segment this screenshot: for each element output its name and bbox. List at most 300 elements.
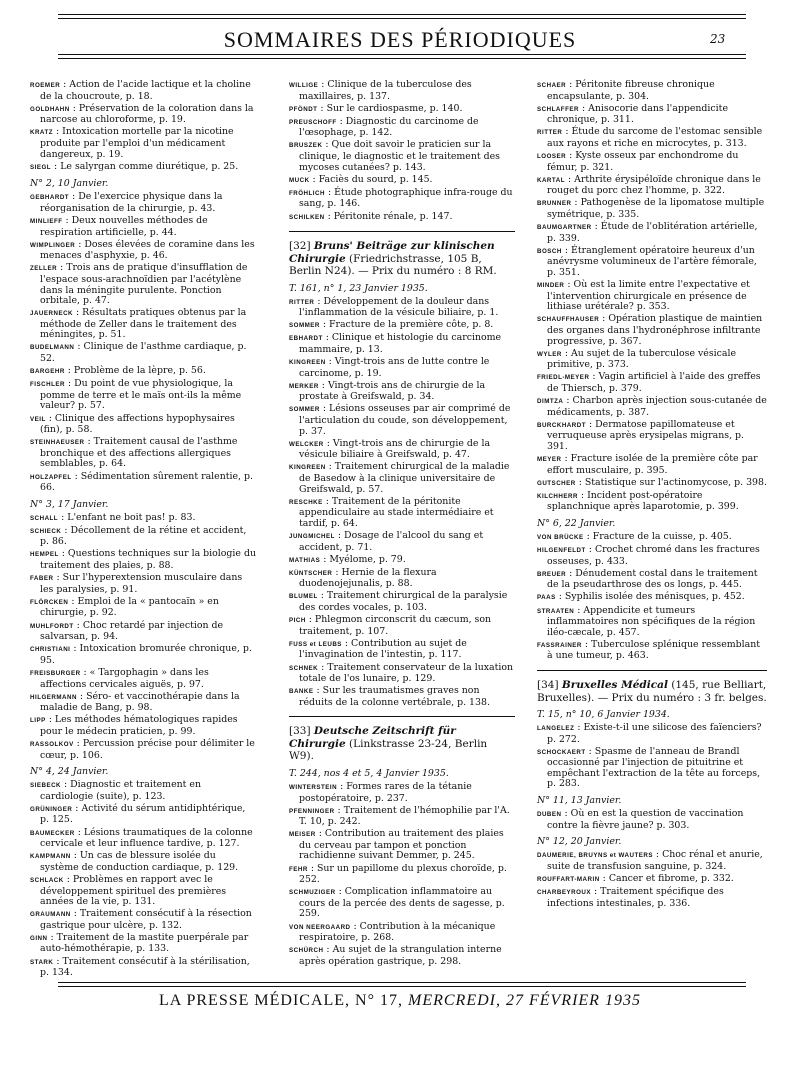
summary-entry: FLÖRCKEN : Emploi de la « pantocaïn » en chirurgie, p. 92. <box>30 595 219 619</box>
article-title: De l'exercice physique dans la réorganisation de la chirurgie, p. 43. <box>40 191 223 214</box>
article-title: « Targophagin » dans les affections cervicales aiguës, p. 97. <box>40 666 209 690</box>
author-name: SIEBECK <box>30 782 62 790</box>
article-title: Au sujet de la tuberculose vésicale primitive, p. 373. <box>547 347 737 371</box>
author-name: MINLIEFF <box>30 217 63 225</box>
section-divider <box>537 670 767 671</box>
summary-entry: WIMPLINGER : Doses élevées de coramine dans les menaces d'asphyxie, p. 46. <box>30 238 255 262</box>
summary-entry: BARGEHR : Problème de la lèpre, p. 56. <box>30 365 206 377</box>
journal-number: [32] <box>289 240 311 253</box>
article-title: Traitement de l'hémophilie par l'A. T. 10, p. 242. <box>299 804 510 828</box>
summary-entry: FRÖHLICH : Étude photographique infra-rouge du sang, p. 146. <box>289 186 513 210</box>
column-left <box>30 80 256 980</box>
article-title: Vingt-trois ans de lutte contre le carcinome, p. 19. <box>299 356 490 379</box>
article-title: Questions techniques sur la biologie du traitement des plaies, p. 88. <box>40 548 256 572</box>
article-title: Charbon après injection sous-cutanée de médicaments, p. 387. <box>547 395 767 418</box>
summary-entry: SOMMER : Lésions osseuses par air comprimé de l'articulation du coude, son développement, p. 37. <box>289 403 511 437</box>
issue-heading: N° 2, 10 Janvier. <box>30 178 109 190</box>
section-divider <box>289 231 515 232</box>
author-name: SOMMER <box>289 406 320 414</box>
summary-entry: STEINHAEUSER : Traitement causal de l'asthme bronchique et des affections allergiques semblables, p. 64. <box>30 436 238 470</box>
author-name: DUBEN <box>537 811 562 819</box>
summary-entry: BOSCH : Étranglement opératoire heureux d'un anévrysme volumineux de l'artère fémorale, p. 351. <box>537 244 757 278</box>
summary-entry: VON NEERGAARD : Contribution à la mécanique respiratoire, p. 268. <box>289 920 496 944</box>
author-name: LANGELEZ <box>537 725 575 732</box>
author-name: MATHIAS <box>289 556 321 564</box>
summary-entry: KINGREEN : Traitement chirurgical de la maladie de Basedow à la clinique universitaire de Greifswald, p. 57. <box>289 461 510 495</box>
summary-entry: BURCKHARDT : Dermatose papillomateuse et verruqueuse après erysipelas migrans, p. 391. <box>537 418 745 452</box>
summary-entry: JUNGMICHEL : Dosage de l'alcool du sang et accident, p. 71. <box>289 530 484 553</box>
author-name: PFÖNDT <box>289 105 318 113</box>
author-name: STEINHAEUSER <box>30 439 85 447</box>
article-title: Vingt-trois ans de chirurgie de la vésicule biliaire à Greifswald, p. 47. <box>299 437 491 461</box>
author-name: MINDER <box>537 282 565 290</box>
author-name: SCHMUZIGER <box>289 889 336 897</box>
author-name: CHARBEYROUX <box>537 889 591 897</box>
summary-entry: VON BRÜCKE : Fracture de la cuisse, p. 405. <box>537 530 732 542</box>
article-title: Percussion précise pour délimiter le cœur, p. 106. <box>40 737 255 761</box>
journal-name: Bruxelles Médical <box>561 679 668 691</box>
article-title: Appendicite et tumeurs inflammatoires non spécifiques de la région iléo-cæcale, p. 457. <box>547 604 756 638</box>
summary-entry: BAUMECKER : Lésions traumatiques de la colonne cervicale et leur influence tardive, p. 127. <box>30 826 253 850</box>
author-name: SCHLAFFER <box>537 105 579 113</box>
summary-entry: GINN : Traitement de la mastite puerpérale par auto-hémothérapie, p. 133. <box>30 931 249 955</box>
article-title: Spasme de l'anneau de Brandl occasionné par l'injection de pituitrine et empêchant l'extraction de la tête au forceps, p. 283. <box>547 745 761 790</box>
summary-entry: SCHNEK : Traitement conservateur de la luxation totale de l'os lunaire, p. 129. <box>289 661 514 685</box>
author-name: ROUFFART-MARIN <box>537 875 600 883</box>
summary-entry: KILCHHERR : Incident post-opératoire splanchnique après laparotomie, p. 399. <box>537 489 739 513</box>
summary-entry: GRAUMANN : Traitement consécutif à la résection gastrique pour ulcère, p. 132. <box>30 908 252 931</box>
summary-entry: SIEGL : Le salyrgan comme diurétique, p. 25. <box>30 160 239 172</box>
article-title: Contribution au traitement des plaies du cerveau par tampon et ponction rachidienne suivant Demmer, p. 245. <box>299 828 504 862</box>
article-title: Décollement de la rétine et accident, p. 86. <box>40 524 247 548</box>
summary-entry: HILGENFELDT : Crochet chromé dans les fractures osseuses, p. 433. <box>537 544 760 567</box>
summary-entry: BAUMGARTNER : Étude de l'oblitération artérielle, p. 339. <box>537 221 758 244</box>
summary-entry: FASSRAINER : Tuberculose splénique ressemblant à une tumeur, p. 463. <box>537 638 761 662</box>
author-name: MUHLFORDT <box>30 622 74 630</box>
summary-entry: SCHAER : Péritonite fibreuse chronique encapsulante, p. 304. <box>537 79 715 102</box>
summary-entry: SCHOCKAERT : Spasme de l'anneau de Brandl occasionné par l'injection de pituitrine et empêchant l'extraction de la tête au forceps, p. 283. <box>537 745 761 790</box>
article-title: Kyste osseux par enchondrome du fémur, p. 321. <box>547 150 739 173</box>
article-title: Où est la limite entre l'expectative et l'intervention chirurgicale en présence de lithiase urétérale? p. 353. <box>547 279 750 313</box>
article-title: Opération plastique de maintien des organes dans l'hydronéphrose infiltrante progressive, p. 367. <box>547 313 763 347</box>
author-name: VEIL <box>30 415 46 423</box>
article-title: Anisocorie dans l'appendicite chronique, p. 311. <box>547 102 728 126</box>
article-title: Action de l'acide lactique et la choline de la choucroute, p. 18. <box>40 79 251 102</box>
summary-entry: DAUMERIE, BRUYNS et WAUTERS : Choc rénal et anurie, suite de transfusion sanguine, p. 324. <box>537 849 763 872</box>
author-name: FREISBURGER <box>30 669 81 677</box>
summary-entry: PAAS : Syphilis isolée des ménisques, p. 452. <box>537 591 745 603</box>
summary-entry: GOLDHAHN : Préservation de la coloration dans la narcose au chloroforme, p. 19. <box>30 102 254 126</box>
summary-entry: SCHLAFFER : Anisocorie dans l'appendicite chronique, p. 311. <box>537 102 728 126</box>
author-name: KÜNTSCHER <box>289 569 333 577</box>
article-title: Étude photographique infra-rouge du sang, p. 146. <box>299 186 513 210</box>
summary-entry: LANGELEZ : Existe-t-il une silicose des faïenciers? p. 272. <box>537 722 762 745</box>
author-name: BAUMGARTNER <box>537 224 592 232</box>
summary-entry: FEHR : Sur un papillome du plexus choroïde, p. 252. <box>289 862 507 886</box>
author-name: BAUMECKER <box>30 829 75 837</box>
author-name: BRUSZEK <box>289 142 323 150</box>
article-title: Clinique des affections hypophysaires (fin), p. 58. <box>40 412 235 436</box>
issue-heading: N° 3, 17 Janvier. <box>30 498 109 510</box>
article-title: Dermatose papillomateuse et verruqueuse après erysipelas migrans, p. 391. <box>547 418 745 452</box>
summary-entry: GUTSCHER : Statistique sur l'actinomycose, p. 398. <box>537 476 767 488</box>
summary-entry: HILGERMANN : Séro- et vaccinothérapie dans la maladie de Bang, p. 98. <box>30 690 240 714</box>
journal-number: [33] <box>289 725 311 738</box>
journal-name: Deutsche Zeitschrift für Chirurgie <box>289 725 456 750</box>
summary-entry: MINDER : Où est la limite entre l'expectative et l'intervention chirurgicale en présence de lithiase urétérale? p. 353. <box>537 279 750 313</box>
article-title: Sédimentation sûrement ralentie, p. 66. <box>40 470 253 494</box>
article-title: Péritonite fibreuse chronique encapsulante, p. 304. <box>547 79 715 102</box>
article-title: Traitement de la péritonite appendiculaire au stade intermédiaire et tardif, p. 64. <box>299 495 494 529</box>
summary-entry: VEIL : Clinique des affections hypophysaires (fin), p. 58. <box>30 412 235 436</box>
article-title: Étude de l'oblitération artérielle, p. 339. <box>547 221 758 244</box>
author-name: WELCKER <box>289 440 324 448</box>
author-name: BRUNNER <box>537 200 572 208</box>
article-title: Problème de la lèpre, p. 56. <box>73 365 206 377</box>
article-title: Séro- et vaccinothérapie dans la maladie de Bang, p. 98. <box>40 690 240 714</box>
author-name: WIMPLINGER <box>30 241 76 249</box>
summary-entry: KRATZ : Intoxication mortelle par la nicotine produite par l'emploi d'un médicament dangereux, p. 19. <box>30 126 234 160</box>
summary-entry: RITTER : Développement de la douleur dans l'inflammation de la vésicule biliaire, p. 1. <box>289 295 499 319</box>
article-title: Myélome, p. 79. <box>329 553 406 565</box>
author-name: SCHÜRCH <box>289 947 324 955</box>
author-name: SCHNEK <box>289 664 319 672</box>
page-number: 23 <box>710 32 726 46</box>
article-title: Préservation de la coloration dans la narcose au chloroforme, p. 19. <box>40 102 254 126</box>
article-title: Clinique de l'asthme cardiaque, p. 52. <box>40 341 247 365</box>
article-title: Étranglement opératoire heureux d'un anévrysme volumineux de l'artère fémorale, p. 351. <box>547 244 757 278</box>
issue-heading: N° 12, 20 Janvier. <box>537 836 622 848</box>
author-name: FISCHLER <box>30 381 65 389</box>
author-name: RITTER <box>289 298 315 306</box>
article-title: Lésions osseuses par air comprimé de l'articulation du coude, son développement, p. 37. <box>299 403 511 437</box>
author-name: SIEGL <box>30 163 52 171</box>
summary-entry: WILLIGE : Clinique de la tuberculose des maxillaires, p. 137. <box>289 79 472 102</box>
author-name: SCHOCKAERT <box>537 748 586 756</box>
article-title: Que doit savoir le praticien sur la clinique, le diagnostic et le traitement des mycoses cutanées? p. 143. <box>299 139 500 173</box>
summary-entry: CHARBEYROUX : Traitement spécifique des infections intestinales, p. 336. <box>537 886 724 909</box>
author-name: LOOSER <box>537 153 567 161</box>
author-name: BOSCH <box>537 247 562 255</box>
author-name: HILGENFELDT <box>537 547 586 555</box>
article-title: Sur les traumatismes graves non réduits de la colonne vertébrale, p. 138. <box>299 685 490 708</box>
author-name: EBHARDT <box>289 335 323 343</box>
issue-heading: N° 4, 24 Janvier. <box>30 766 109 778</box>
article-title: Complication inflammatoire au cours de la percée des dents de sagesse, p. 259. <box>299 886 505 920</box>
author-name: KARTAL <box>537 176 565 184</box>
issue-heading: N° 11, 13 Janvier. <box>537 795 622 807</box>
column-middle <box>289 80 515 969</box>
article-title: Traitement consécutif à la stérilisation, p. 134. <box>40 955 250 979</box>
summary-entry: HEMPEL : Questions techniques sur la biologie du traitement des plaies, p. 88. <box>30 548 256 572</box>
author-name: KAMPMANN <box>30 853 71 861</box>
article-title: Au sujet de la strangulation interne après opération gastrique, p. 298. <box>299 944 502 967</box>
author-name: STARK <box>30 958 54 966</box>
summary-entry: KAMPMANN : Un cas de blessure isolée du système de conduction cardiaque, p. 129. <box>30 850 239 873</box>
author-name: MERKER <box>289 382 319 390</box>
article-title: Existe-t-il une silicose des faïenciers? p. 272. <box>547 722 762 745</box>
author-name: RITTER <box>537 129 563 137</box>
author-name: KINGREEN <box>289 359 326 367</box>
article-title: Résultats pratiques obtenus par la méthode de Zeller dans le traitement des méningites, p. 51. <box>40 307 247 341</box>
article-title: Vagin artificiel à l'aide des greffes de Thiersch, p. 379. <box>547 371 761 394</box>
article-title: Contribution au sujet de l'invagination de l'intestin, p. 117. <box>299 637 467 661</box>
article-title: Choc rénal et anurie, suite de transfusion sanguine, p. 324. <box>547 849 763 872</box>
footer-journal: LA PRESSE MÉDICALE, <box>159 992 351 1009</box>
summary-entry: EBHARDT : Clinique et histologie du carcinome mammaire, p. 13. <box>289 332 502 355</box>
summary-entry: FABER : Sur l'hyperextension musculaire dans les paralysies, p. 91. <box>30 572 243 595</box>
summary-entry: SCHAUFFHAUSER : Opération plastique de maintien des organes dans l'hydronéphrose infiltrante progressive, p. 367. <box>537 313 763 347</box>
article-title: Dénudement costal dans le traitement de la pseudarthrose des os longs, p. 445. <box>547 567 758 591</box>
article-title: Activité du sérum antidiphtérique, p. 125. <box>40 802 246 826</box>
author-name: JAUERNECK <box>30 310 74 318</box>
author-name: SCHAUFFHAUSER <box>537 316 600 324</box>
journal-info: (Friedrichstrasse, 105 B, Berlin N24). — Prix du numéro : 8 RM. <box>289 252 497 278</box>
summary-entry: FREISBURGER : « Targophagin » dans les affections cervicales aiguës, p. 97. <box>30 666 209 690</box>
article-title: Fracture isolée de la première côte par effort musculaire, p. 395. <box>547 453 758 476</box>
summary-entry: KARTAL : Arthrite érysipéloïde chronique dans le rouget du porc chez l'homme, p. 322. <box>537 173 761 197</box>
article-title: Dosage de l'alcool du sang et accident, p. 71. <box>299 530 484 553</box>
author-name: GRÜNINGER <box>30 805 73 813</box>
issue-heading: T. 244, nos 4 et 5, 4 Janvier 1935. <box>289 767 449 779</box>
summary-entry: SCHÜRCH : Au sujet de la strangulation interne après opération gastrique, p. 298. <box>289 944 502 967</box>
author-name: SCHALL <box>30 514 59 522</box>
article-title: Du point de vue physiologique, la pomme de terre et le maïs ont-ils la même valeur? p. 57. <box>40 378 242 412</box>
author-name: LIPP <box>30 717 46 725</box>
author-name: BURCKHARDT <box>537 421 586 429</box>
article-title: Emploi de la « pantocaïn » en chirurgie, p. 92. <box>40 595 219 619</box>
article-title: Syphilis isolée des ménisques, p. 452. <box>564 591 745 603</box>
article-title: Développement de la douleur dans l'inflammation de la vésicule biliaire, p. 1. <box>299 295 499 319</box>
author-name: RESCHKE <box>289 498 323 506</box>
journal-heading <box>289 725 515 763</box>
summary-entry: RESCHKE : Traitement de la péritonite appendiculaire au stade intermédiaire et tardif, p. 64. <box>289 495 494 529</box>
summary-entry: WELCKER : Vingt-trois ans de chirurgie de la vésicule biliaire à Greifswald, p. 47. <box>289 437 491 461</box>
article-title: Deux nouvelles méthodes de respiration artificielle, p. 44. <box>40 214 208 238</box>
author-name: GUTSCHER <box>537 479 576 487</box>
summary-entry: MATHIAS : Myélome, p. 79. <box>289 553 406 565</box>
article-title: Fracture de la cuisse, p. 405. <box>592 530 732 542</box>
article-title: Les méthodes hématologiques rapides pour le médecin praticien, p. 99. <box>40 714 238 737</box>
issue-heading: T. 15, n° 10, 6 Janvier 1934. <box>537 709 670 720</box>
summary-entry: FUSS et LEUBS : Contribution au sujet de l'invagination de l'intestin, p. 117. <box>289 637 467 661</box>
footer-issue: N° 17, <box>355 992 403 1009</box>
summary-entry: MUCK : Faciès du sourd, p. 145. <box>289 173 433 185</box>
article-title: Traitement chirurgical de la paralysie des cordes vocales, p. 103. <box>299 590 508 614</box>
article-title: Diagnostic du carcinome de l'œsophage, p. 142. <box>299 115 479 139</box>
article-title: L'enfant ne boit pas! p. 83. <box>67 511 196 523</box>
summary-entry: PFÖNDT : Sur le cardiospasme, p. 140. <box>289 102 463 114</box>
section-divider <box>289 716 515 717</box>
journal-number: [34] <box>537 679 559 691</box>
summary-entry: KINGREEN : Vingt-trois ans de lutte contre le carcinome, p. 19. <box>289 356 490 379</box>
article-title: Choc retardé par injection de salvarsan, p. 94. <box>40 619 224 643</box>
article-title: Traitement conservateur de la luxation totale de l'os lunaire, p. 129. <box>299 661 514 685</box>
header-rule-top <box>58 14 746 19</box>
author-name: MEYER <box>537 456 562 463</box>
summary-entry: WYLER : Au sujet de la tuberculose vésicale primitive, p. 373. <box>537 347 737 371</box>
summary-entry: HOLZAPFEL : Sédimentation sûrement ralentie, p. 66. <box>30 470 253 494</box>
author-name: BANKE <box>289 688 314 696</box>
journal-heading <box>289 240 515 278</box>
page-footer <box>0 992 800 1010</box>
author-name: KRATZ <box>30 129 54 137</box>
author-name: SCHLACK <box>30 876 64 884</box>
author-name: PAAS <box>537 594 556 602</box>
summary-entry: BRUNNER : Pathogenèse de la lipomatose multiple symétrique, p. 335. <box>537 197 765 221</box>
author-name: BUDELMANN <box>30 344 75 352</box>
author-name: WILLIGE <box>289 82 319 89</box>
article-title: Intoxication bromurée chronique, p. 95. <box>40 643 252 666</box>
article-title: Lésions traumatiques de la colonne cervicale et leur influence tardive, p. 127. <box>40 826 253 850</box>
author-name: FRIEDL-MEYER <box>537 374 590 382</box>
issue-heading: T. 161, n° 1, 23 Janvier 1935. <box>289 282 428 294</box>
article-title: Phlegmon circonscrit du cæcum, son traitement, p. 107. <box>299 614 492 637</box>
author-name: ROEMER <box>30 82 61 89</box>
summary-entry: WINTERSTEIN : Formes rares de la tétanie postopératoire, p. 237. <box>289 780 472 804</box>
article-title: Où en est la question de vaccination contre la fièvre jaune? p. 303. <box>547 808 744 831</box>
summary-entry: SCHIECK : Décollement de la rétine et accident, p. 86. <box>30 524 247 548</box>
summary-entry: SCHLACK : Problèmes en rapport avec le développement spirituel des premières années de la vie, p. 131. <box>30 873 227 908</box>
journal-info: (145, rue Belliart, Bruxelles). — Prix du numéro : 3 fr. belges. <box>537 679 767 704</box>
author-name: FLÖRCKEN <box>30 598 69 606</box>
author-name: SCHAER <box>537 82 567 89</box>
summary-entry: BRUSZEK : Que doit savoir le praticien sur la clinique, le diagnostic et le traitement des mycoses cutanées? p. 143. <box>289 139 500 173</box>
article-title: Traitement causal de l'asthme bronchique et des affections allergiques semblables, p. 64. <box>40 436 238 470</box>
author-name: HEMPEL <box>30 551 59 559</box>
author-name: BLUMEL <box>289 593 318 601</box>
summary-entry: MERKER : Vingt-trois ans de chirurgie de la prostate à Greifswald, p. 34. <box>289 379 486 403</box>
journal-name: Bruns' Beiträge zur klinischen Chirurgie <box>289 240 495 265</box>
summary-entry: SIEBECK : Diagnostic et traitement en cardiologie (suite), p. 123. <box>30 779 201 802</box>
summary-entry: PICH : Phlegmon circonscrit du cæcum, son traitement, p. 107. <box>289 614 492 637</box>
article-title: Péritonite rénale, p. 147. <box>333 210 453 222</box>
summary-entry: DIMTZA : Charbon après injection sous-cutanée de médicaments, p. 387. <box>537 395 767 418</box>
author-name: GEBHARDT <box>30 194 70 202</box>
summary-entry: SCHILKEN : Péritonite rénale, p. 147. <box>289 210 453 222</box>
article-title: Étude du sarcome de l'estomac sensible aux rayons et riche en microcytes, p. 313. <box>547 126 763 149</box>
summary-entry: BUDELMANN : Clinique de l'asthme cardiaque, p. 52. <box>30 341 247 365</box>
summary-entry: MEISER : Contribution au traitement des plaies du cerveau par tampon et ponction rachidienne suivant Demmer, p. 245. <box>289 828 504 862</box>
author-name: PICH <box>289 617 306 625</box>
article-title: Tuberculose splénique ressemblant à une tumeur, p. 463. <box>547 638 761 662</box>
summary-entry: RASSOLKOV : Percussion précise pour délimiter le cœur, p. 106. <box>30 737 255 761</box>
author-name: SCHIECK <box>30 527 62 535</box>
summary-entry: BANKE : Sur les traumatismes graves non réduits de la colonne vertébrale, p. 138. <box>289 685 490 708</box>
page-title: SOMMAIRES DES PÉRIODIQUES <box>223 27 577 52</box>
author-name: SOMMER <box>289 322 320 330</box>
article-title: Formes rares de la tétanie postopératoire, p. 237. <box>299 780 472 804</box>
article-title: Clinique et histologie du carcinome mammaire, p. 13. <box>299 332 502 355</box>
summary-entry: STRAATEN : Appendicite et tumeurs inflammatoires non spécifiques de la région iléo-cæcale, p. 457. <box>537 604 756 638</box>
article-title: Traitement consécutif à la résection gastrique pour ulcère, p. 132. <box>40 908 252 931</box>
summary-entry: FRIEDL-MEYER : Vagin artificiel à l'aide des greffes de Thiersch, p. 379. <box>537 371 761 394</box>
author-name: STRAATEN <box>537 607 575 615</box>
article-title: Un cas de blessure isolée du système de conduction cardiaque, p. 129. <box>40 850 239 873</box>
summary-entry: MINLIEFF : Deux nouvelles méthodes de respiration artificielle, p. 44. <box>30 214 208 238</box>
author-name: KILCHHERR <box>537 492 578 500</box>
author-name: FRÖHLICH <box>289 189 325 197</box>
author-name: FASSRAINER <box>537 641 582 649</box>
summary-entry: RITTER : Étude du sarcome de l'estomac sensible aux rayons et riche en microcytes, p. 313. <box>537 126 763 149</box>
article-title: Traitement chirurgical de la maladie de Basedow à la clinique universitaire de Greifswald, p. 57. <box>299 461 510 495</box>
author-name: FUSS et LEUBS <box>289 640 342 648</box>
article-title: Incident post-opératoire splanchnique après laparotomie, p. 399. <box>547 489 739 513</box>
author-name: BARGEHR <box>30 368 65 376</box>
article-title: Hernie de la flexura duodenojejunalis, p. 88. <box>299 566 437 590</box>
article-title: Contribution à la mécanique respiratoire, p. 268. <box>299 920 496 944</box>
header-rule-bottom <box>58 54 746 59</box>
author-name: PREUSCHOFF <box>289 118 337 126</box>
author-name: GINN <box>30 934 48 942</box>
article-title: Faciès du sourd, p. 145. <box>318 173 433 185</box>
summary-entry: PREUSCHOFF : Diagnostic du carcinome de l'œsophage, p. 142. <box>289 115 479 139</box>
article-title: Sur l'hyperextension musculaire dans les paralysies, p. 91. <box>40 572 243 595</box>
summary-entry: ROEMER : Action de l'acide lactique et la choline de la choucroute, p. 18. <box>30 79 251 102</box>
summary-entry: JAUERNECK : Résultats pratiques obtenus par la méthode de Zeller dans le traitement des méningites, p. 51. <box>30 307 247 341</box>
summary-entry: KÜNTSCHER : Hernie de la flexura duodenojejunalis, p. 88. <box>289 566 437 590</box>
summary-entry: GEBHARDT : De l'exercice physique dans la réorganisation de la chirurgie, p. 43. <box>30 191 223 214</box>
author-name: CHRISTIANI <box>30 646 71 654</box>
article-title: Cancer et fibrome, p. 332. <box>608 872 734 884</box>
author-name: PFENNINGER <box>289 807 335 815</box>
summary-entry: BLUMEL : Traitement chirurgical de la paralysie des cordes vocales, p. 103. <box>289 590 508 614</box>
author-name: HILGERMANN <box>30 693 77 701</box>
article-title: Statistique sur l'actinomycose, p. 398. <box>584 476 767 488</box>
author-name: SCHILKEN <box>289 213 325 221</box>
author-name: GOLDHAHN <box>30 105 70 113</box>
author-name: RASSOLKOV <box>30 740 74 748</box>
author-name: FABER <box>30 575 54 583</box>
summary-entry: MUHLFORDT : Choc retardé par injection de salvarsan, p. 94. <box>30 619 224 643</box>
author-name: KINGREEN <box>289 464 326 472</box>
author-name: BREUER <box>537 570 567 578</box>
summary-entry: ZELLER : Trois ans de pratique d'insufflation de l'espace sous-arachnoïdien par l'acétylène dans la méningite purulente. Ponction orbitale, p. 47. <box>30 262 248 307</box>
summary-entry: STARK : Traitement consécutif à la stérilisation, p. 134. <box>30 955 250 979</box>
column-right <box>537 80 767 911</box>
author-name: VON BRÜCKE <box>537 533 584 541</box>
summary-entry: FISCHLER : Du point de vue physiologique, la pomme de terre et le maïs ont-ils la même valeur? p. 57. <box>30 378 242 412</box>
summary-entry: MEYER : Fracture isolée de la première côte par effort musculaire, p. 395. <box>537 453 758 476</box>
author-name: WINTERSTEIN <box>289 783 338 791</box>
journal-heading <box>537 679 767 704</box>
footer-rule <box>58 982 746 987</box>
summary-entry: SOMMER : Fracture de la première côte, p. 8. <box>289 319 494 331</box>
summary-entry: DUBEN : Où en est la question de vaccination contre la fièvre jaune? p. 303. <box>537 808 744 831</box>
author-name: DIMTZA <box>537 398 564 406</box>
author-name: GRAUMANN <box>30 911 71 919</box>
footer-date: MERCREDI, 27 FÉVRIER 1935 <box>408 992 641 1009</box>
article-title: Pathogenèse de la lipomatose multiple symétrique, p. 335. <box>547 197 765 221</box>
article-title: Doses élevées de coramine dans les menaces d'asphyxie, p. 46. <box>40 238 255 262</box>
article-title: Traitement spécifique des infections intestinales, p. 336. <box>547 886 724 909</box>
summary-entry: ROUFFART-MARIN : Cancer et fibrome, p. 332. <box>537 872 734 884</box>
summary-entry: CHRISTIANI : Intoxication bromurée chronique, p. 95. <box>30 643 252 666</box>
summary-entry: GRÜNINGER : Activité du sérum antidiphtérique, p. 125. <box>30 802 246 826</box>
article-title: Sur le cardiospasme, p. 140. <box>326 102 463 114</box>
article-title: Clinique de la tuberculose des maxillaires, p. 137. <box>299 79 472 102</box>
author-name: WYLER <box>537 350 562 358</box>
article-title: Diagnostic et traitement en cardiologie (suite), p. 123. <box>40 779 201 802</box>
author-name: VON NEERGAARD <box>289 923 351 931</box>
author-name: HOLZAPFEL <box>30 473 72 481</box>
article-title: Arthrite érysipéloïde chronique dans le rouget du porc chez l'homme, p. 322. <box>547 173 761 197</box>
author-name: MUCK <box>289 176 310 184</box>
issue-heading: N° 6, 22 Janvier. <box>537 517 616 529</box>
summary-entry: SCHALL : L'enfant ne boit pas! p. 83. <box>30 511 196 523</box>
article-title: Intoxication mortelle par la nicotine produite par l'emploi d'un médicament dangereux, p. 19. <box>40 126 234 160</box>
summary-entry: BREUER : Dénudement costal dans le traitement de la pseudarthrose des os longs, p. 445. <box>537 567 758 591</box>
